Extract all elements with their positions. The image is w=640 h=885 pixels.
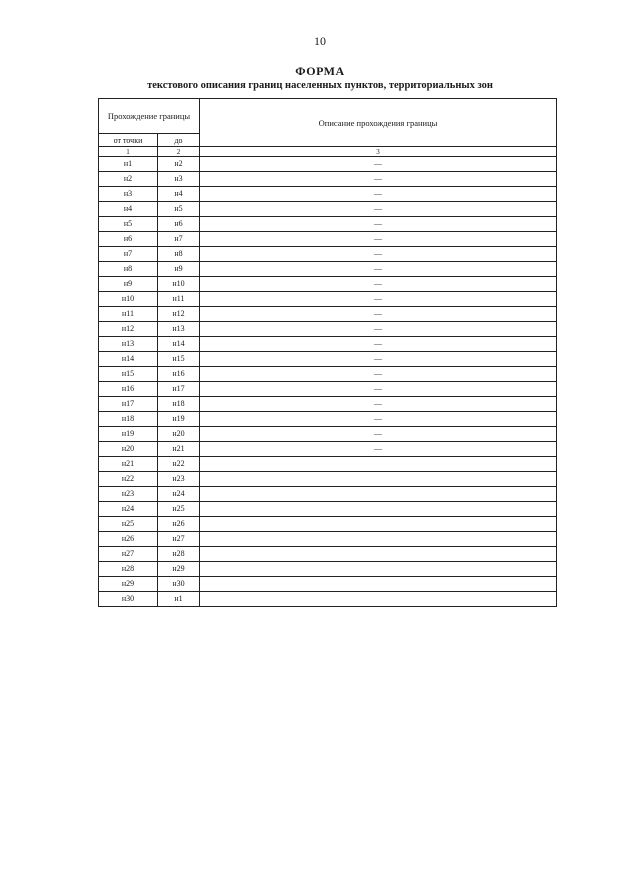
table-row: [99, 292, 557, 307]
point-from-cell: н30: [99, 592, 158, 607]
description-cell: [200, 577, 557, 592]
point-from-cell: н26: [99, 532, 158, 547]
table-row: [99, 262, 557, 277]
table-row: [99, 172, 557, 187]
point-from-cell: н5: [99, 217, 158, 232]
header-description: Описание прохождения границы: [200, 99, 557, 147]
table-row: [99, 472, 557, 487]
table-row: [99, 502, 557, 517]
description-cell: —: [200, 292, 557, 307]
table-row: [99, 202, 557, 217]
point-to-cell: н4: [158, 187, 200, 202]
point-from-cell: н25: [99, 517, 158, 532]
point-from-cell: н15: [99, 367, 158, 382]
table-row: [99, 412, 557, 427]
column-number-3: 3: [200, 147, 557, 157]
table-row: [99, 562, 557, 577]
table-row: [99, 592, 557, 607]
table-row: [99, 577, 557, 592]
point-to-cell: н15: [158, 352, 200, 367]
table-row: [99, 352, 557, 367]
table-row: [99, 532, 557, 547]
description-cell: —: [200, 262, 557, 277]
point-from-cell: н22: [99, 472, 158, 487]
point-to-cell: н19: [158, 412, 200, 427]
point-from-cell: н28: [99, 562, 158, 577]
point-from-cell: н29: [99, 577, 158, 592]
description-cell: [200, 517, 557, 532]
column-number-2: 2: [158, 147, 200, 157]
point-to-cell: н17: [158, 382, 200, 397]
point-to-cell: н24: [158, 487, 200, 502]
point-from-cell: н18: [99, 412, 158, 427]
description-cell: —: [200, 442, 557, 457]
point-to-cell: н14: [158, 337, 200, 352]
point-from-cell: н7: [99, 247, 158, 262]
description-cell: —: [200, 202, 557, 217]
point-to-cell: н28: [158, 547, 200, 562]
description-cell: —: [200, 382, 557, 397]
table-row: [99, 247, 557, 262]
description-cell: —: [200, 187, 557, 202]
point-from-cell: н10: [99, 292, 158, 307]
boundary-table: [98, 98, 557, 607]
description-cell: [200, 547, 557, 562]
table-body: [99, 157, 557, 607]
point-from-cell: н13: [99, 337, 158, 352]
point-from-cell: н1: [99, 157, 158, 172]
header-boundary-passage: Прохождение границы: [99, 99, 200, 134]
point-to-cell: н22: [158, 457, 200, 472]
table-row: [99, 322, 557, 337]
point-to-cell: н8: [158, 247, 200, 262]
point-from-cell: н16: [99, 382, 158, 397]
point-to-cell: н23: [158, 472, 200, 487]
description-cell: [200, 532, 557, 547]
description-cell: —: [200, 337, 557, 352]
description-cell: —: [200, 277, 557, 292]
column-number-1: 1: [99, 147, 158, 157]
description-cell: [200, 472, 557, 487]
point-to-cell: н1: [158, 592, 200, 607]
header-to-point: до: [158, 134, 200, 147]
description-cell: —: [200, 307, 557, 322]
point-from-cell: н17: [99, 397, 158, 412]
description-cell: —: [200, 352, 557, 367]
table-row: [99, 217, 557, 232]
description-cell: —: [200, 397, 557, 412]
description-cell: —: [200, 157, 557, 172]
point-from-cell: н24: [99, 502, 158, 517]
table-row: [99, 457, 557, 472]
description-cell: —: [200, 427, 557, 442]
description-cell: —: [200, 247, 557, 262]
table-row: [99, 517, 557, 532]
point-to-cell: н2: [158, 157, 200, 172]
point-to-cell: н7: [158, 232, 200, 247]
page-number: 10: [314, 34, 326, 48]
point-to-cell: н13: [158, 322, 200, 337]
point-from-cell: н27: [99, 547, 158, 562]
point-from-cell: н3: [99, 187, 158, 202]
point-from-cell: н20: [99, 442, 158, 457]
description-cell: —: [200, 322, 557, 337]
point-from-cell: н11: [99, 307, 158, 322]
point-from-cell: н2: [99, 172, 158, 187]
point-to-cell: н18: [158, 397, 200, 412]
description-cell: [200, 592, 557, 607]
point-to-cell: н25: [158, 502, 200, 517]
point-from-cell: н6: [99, 232, 158, 247]
description-cell: [200, 562, 557, 577]
form-title: ФОРМА: [295, 64, 345, 78]
point-from-cell: н21: [99, 457, 158, 472]
table-row: [99, 337, 557, 352]
point-from-cell: н19: [99, 427, 158, 442]
point-from-cell: н14: [99, 352, 158, 367]
description-cell: —: [200, 412, 557, 427]
point-to-cell: н27: [158, 532, 200, 547]
description-cell: [200, 457, 557, 472]
description-cell: —: [200, 367, 557, 382]
table-row: [99, 277, 557, 292]
point-to-cell: н16: [158, 367, 200, 382]
table-row: [99, 547, 557, 562]
point-from-cell: н9: [99, 277, 158, 292]
point-from-cell: н8: [99, 262, 158, 277]
point-from-cell: н4: [99, 202, 158, 217]
description-cell: —: [200, 172, 557, 187]
point-from-cell: н23: [99, 487, 158, 502]
form-subtitle: текстового описания границ населенных пунктов, территориальных зон: [147, 80, 493, 91]
point-to-cell: н26: [158, 517, 200, 532]
description-cell: —: [200, 232, 557, 247]
table-row: [99, 442, 557, 457]
description-cell: [200, 487, 557, 502]
point-to-cell: н20: [158, 427, 200, 442]
table-row: [99, 487, 557, 502]
point-to-cell: н5: [158, 202, 200, 217]
table-row: [99, 157, 557, 172]
point-to-cell: н29: [158, 562, 200, 577]
header-from-point: от точки: [99, 134, 158, 147]
point-to-cell: н6: [158, 217, 200, 232]
table-row: [99, 382, 557, 397]
table-row: [99, 397, 557, 412]
table-row: [99, 367, 557, 382]
table-row: [99, 427, 557, 442]
point-to-cell: н30: [158, 577, 200, 592]
point-to-cell: н21: [158, 442, 200, 457]
table-row: [99, 187, 557, 202]
point-from-cell: н12: [99, 322, 158, 337]
description-cell: —: [200, 217, 557, 232]
point-to-cell: н3: [158, 172, 200, 187]
description-cell: [200, 502, 557, 517]
point-to-cell: н12: [158, 307, 200, 322]
point-to-cell: н9: [158, 262, 200, 277]
table-row: [99, 232, 557, 247]
point-to-cell: н11: [158, 292, 200, 307]
point-to-cell: н10: [158, 277, 200, 292]
table-row: [99, 307, 557, 322]
